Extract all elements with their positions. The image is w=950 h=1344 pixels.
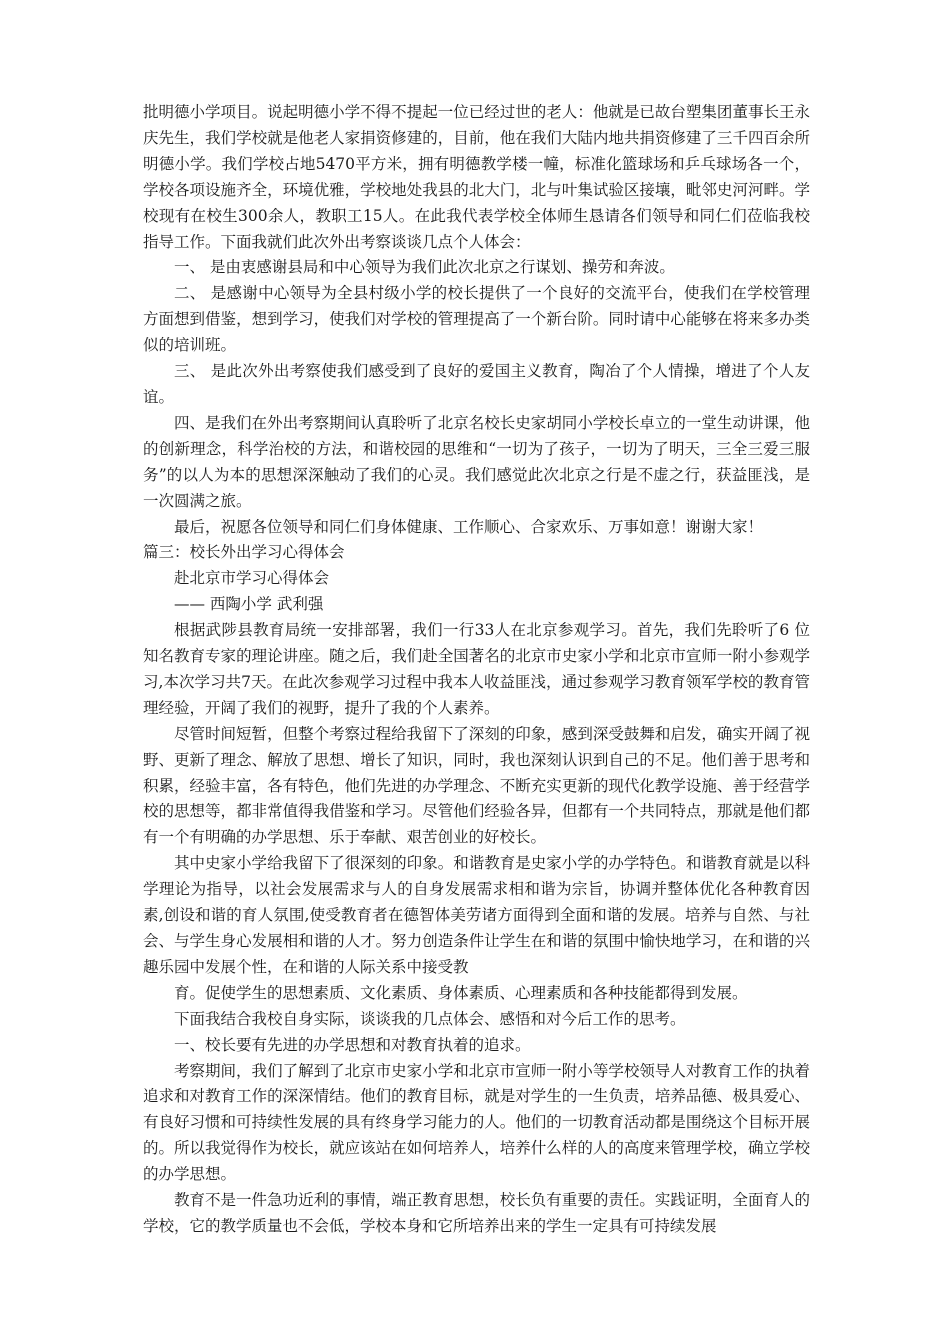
article-author: —— 西陶小学 武利强 bbox=[174, 595, 324, 614]
paragraph-body: 下面我结合我校自身实际，谈谈我的几点体会、感悟和对今后工作的思考。 bbox=[174, 1009, 686, 1028]
paragraph-body: 其中史家小学给我留下了很深刻的印象。和谐教育是史家小学的办学特色。和谐教育就是以科学理论为指导，以社会发展需求与人的自身发展需求相和谐为宗旨，协调并整体优化各种教育因素,创设和谐的育人氛围,使受教育者在德智体美劳诸方面得到全面和谐的发展。培养与自然、与社会、与学生身心发展相和谐的人才。努力创造条件让学生在和谐的氛围中愉快地学习，在和谐的兴趣乐园中发展个性，在和谐的人际关系中接受教 bbox=[143, 854, 810, 976]
article-title: 赴北京市学习心得体会 bbox=[174, 569, 330, 588]
paragraph-point-4: 四、是我们在外出考察期间认真聆听了北京名校长史家胡同小学校长卓立的一堂生动讲课，他的创新理念，科学治校的方法，和谐校园的思维和“一切为了孩子，一切为了明天，三全三爱三服务”的以人为本的思想深深触动了我们的心灵。我们感觉此次北京之行是不虚之行，获益匪浅，是一次圆满之旅。 bbox=[143, 413, 810, 510]
document-body bbox=[143, 100, 810, 1240]
section-heading: 篇三：校长外出学习心得体会 bbox=[143, 543, 345, 562]
paragraph-body: 尽管时间短暂，但整个考察过程给我留下了深刻的印象，感到深受鼓舞和启发，确实开阔了视野、更新了理念、解放了思想、增长了知识，同时，我也深刻认识到自己的不足。他们善于思考和积累，经验丰富，各有特色，他们先进的办学理念、不断充实更新的现代化教学设施、善于经营学校的思想等，都非常值得我借鉴和学习。尽管他们经验各异，但都有一个共同特点，那就是他们都有一个有明确的办学思想、乐于奉献、艰苦创业的好校长。 bbox=[143, 724, 810, 847]
subheading-point-1: 一、校长要有先进的办学思想和对教育执着的追求。 bbox=[174, 1035, 531, 1054]
paragraph-body: 考察期间，我们了解到了北京市史家小学和北京市宣师一附小等学校领导人对教育工作的执着追求和对教育工作的深深情结。他们的教育目标，就是对学生的一生负责，培养品德、极具爱心、有良好习惯和可持续性发展的具有终身学习能力的人。他们的一切教育活动都是围绕这个目标开展的。所以我觉得作为校长，就应该站在如何培养人，培养什么样的人的高度来管理学校，确立学校的办学思想。 bbox=[143, 1061, 810, 1184]
paragraph-closing: 最后，祝愿各位领导和同仁们身体健康、工作顺心、合家欢乐、万事如意！谢谢大家！ bbox=[174, 517, 764, 536]
paragraph-point-1: 一、 是由衷感谢县局和中心领导为我们此次北京之行谋划、操劳和奔波。 bbox=[174, 258, 675, 277]
paragraph-point-2: 二、 是感谢中心领导为全县村级小学的校长提供了一个良好的交流平台，使我们在学校管理方面想到借鉴，想到学习，使我们对学校的管理提高了一个新台阶。同时请中心能够在将来多办类似的培训班。 bbox=[143, 284, 810, 355]
paragraph-body: 根据武陟县教育局统一安排部署，我们一行33人在北京参观学习。首先，我们先聆听了6 位知名教育专家的理论讲座。随之后，我们赴全国著名的北京市史家小学和北京市宣师一附小参观学习,本次学习共7天。在此次参观学习过程中我本人收益匪浅，通过参观学习教育领军学校的教育管理经验，开阔了我们的视野，提升了我的个人素养。 bbox=[143, 621, 810, 717]
paragraph-body: 教育不是一件急功近利的事情，端正教育思想，校长负有重要的责任。实践证明，全面育人的学校，它的教学质量也不会低，学校本身和它所培养出来的学生一定具有可持续发展 bbox=[143, 1191, 810, 1235]
paragraph-body: 育。促使学生的思想素质、文化素质、身体素质、心理素质和各种技能都得到发展。 bbox=[174, 983, 748, 1002]
paragraph-point-3: 三、 是此次外出考察使我们感受到了良好的爱国主义教育，陶冶了个人情操，增进了个人友谊。 bbox=[143, 362, 810, 406]
paragraph-intro: 批明德小学项目。说起明德小学不得不提起一位已经过世的老人：他就是已故台塑集团董事长王永庆先生，我们学校就是他老人家捐资修建的，目前，他在我们大陆内地共捐资修建了三千四百余所明德小学。我们学校占地5470平方米，拥有明德教学楼一幢，标准化篮球场和乒乓球场各一个，学校各项设施齐全，环境优雅，学校地处我县的北大门，北与叶集试验区接壤，毗邻史河河畔。学校现有在校生300余人，教职工15人。在此我代表学校全体师生恳请各们领导和同仁们莅临我校指导工作。下面我就们此次外出考察谈谈几点个人体会： bbox=[143, 103, 810, 251]
